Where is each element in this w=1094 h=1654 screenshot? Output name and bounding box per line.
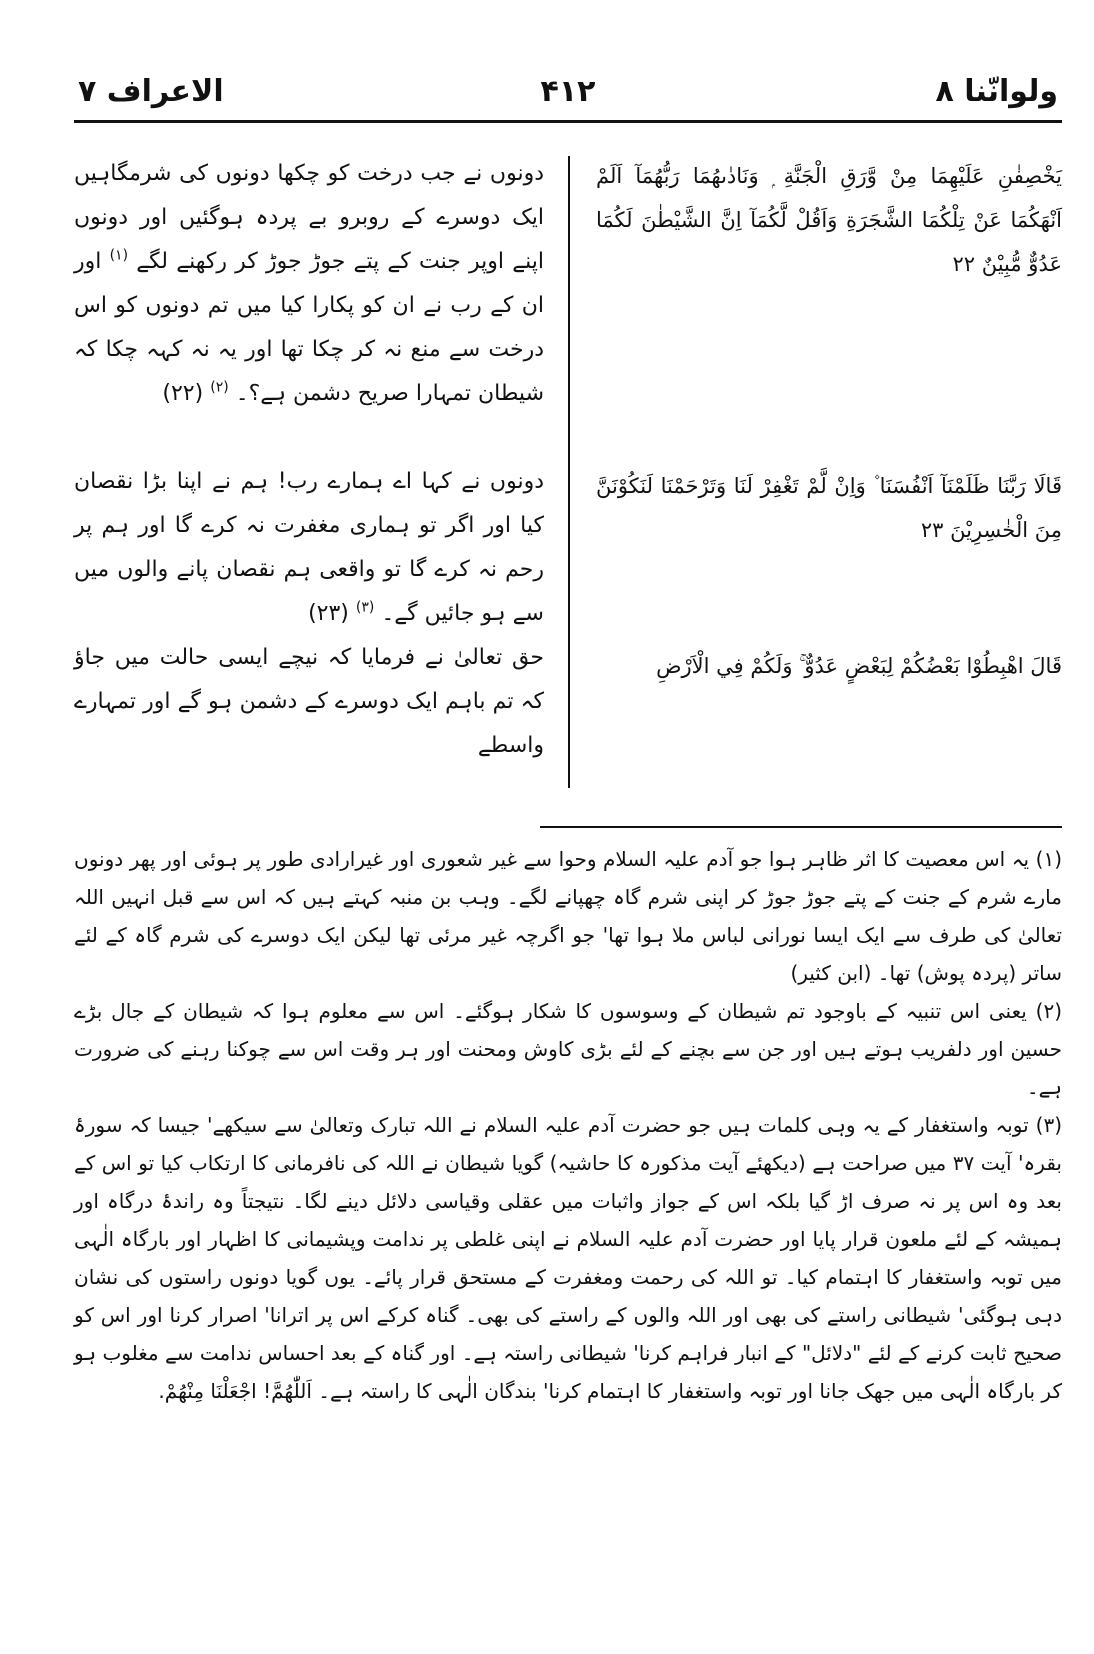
footnote-3: (۳) توبہ واستغفار کے یہ وہی کلمات ہیں جو حضرت آدم علیہ السلام نے اللہ تبارک وتعالیٰ سے سیکھے' جیسا کہ سورۂ بقرہ' آیت ۳۷ میں صراحت ہے (دیکھئے آیت مذکورہ کا حاشیہ) گویا شیطان نے اللہ کی نافرمانی کا ارتکاب کیا تو اس کے بعد وہ اس پر نہ صرف اڑ گیا بلکہ اس کے جواز واثبات میں عقلی وقیاسی دلائل دینے لگا۔ نتیجتاً وہ راندۂ درگاہ اور ہمیشہ کے لئے ملعون قرار پایا اور حضرت آدم علیہ السلام نے اپنی غلطی پر ندامت وپشیمانی کا اظہار اور بارگاہ الٰہی میں توبہ واستغفار کا اہتمام کیا۔ تو اللہ کی رحمت ومغفرت کے مستحق قرار پائے۔ یوں گویا دونوں راستوں کی نشان دہی ہوگئی' شیطانی راستے کی بھی اور اللہ والوں کے راستے کی بھی۔ گناہ کرکے اس پر اترانا' اصرار کرنا اور اس کو صحیح ثابت کرنے کے لئے "دلائل" کے انبار فراہم کرنا' شیطانی راستہ ہے۔ اور گناہ کے بعد احساس ندامت سے مغلوب ہو کر بارگاہ الٰہی میں جھک جانا اور توبہ واستغفار کا اہتمام کرنا' بندگان الٰہی کا راستہ ہے۔ اَللّٰهُمَّ! اجْعَلْنَا مِنْهُمْ. (74, 1113, 1062, 1403)
verse-number-23: (۲۳) (308, 601, 349, 626)
footnote-separator (540, 826, 1062, 828)
urdu-translation-22 (74, 152, 544, 416)
footnote-ref-3: (۳) (355, 599, 375, 616)
footnotes (74, 840, 1062, 1410)
urdu-translation-23 (74, 460, 544, 636)
surah-title: الاعراف ۷ (78, 74, 224, 109)
arabic-verse-22: يَخْصِفٰنِ عَلَيْهِمَا مِنْ وَّرَقِ الْجَنَّةِ ۭ وَنَادٰىهُمَا رَبُّهُمَآ اَلَمْ اَنْهَكُمَا عَنْ تِلْكُمَا الشَّجَرَةِ وَاَقُلْ لَّكُمَآ اِنَّ الشَّيْطٰنَ لَكُمَا عَدُوٌّ مُّبِيْنٌ ۲۲ (596, 164, 1062, 276)
arabic-verse-23: قَالَا رَبَّنَا ظَلَمْنَآ اَنْفُسَنَا ۫ وَاِنْ لَّمْ تَغْفِرْ لَنَا وَتَرْحَمْنَا لَنَكُوْنَنَّ مِنَ الْخٰسِرِيْنَ ۲۳ (596, 474, 1062, 542)
arabic-verse-24: قَالَ اهْبِطُوْا بَعْضُكُمْ لِبَعْضٍ عَدُوٌّ ۚ وَلَكُمْ فِي الْاَرْضِ (656, 654, 1062, 678)
urdu-text-23: دونوں نے کہا اے ہمارے رب! ہم نے اپنا بڑا نقصان کیا اور اگر تو ہماری مغفرت نہ کرے گا اور ہم پر رحم نہ کرے گا تو واقعی ہم نقصان پانے والوں میں سے ہو جائیں گے۔ (74, 469, 544, 626)
page-header (74, 68, 1062, 123)
urdu-text-22a: دونوں نے جب درخت کو چکھا دونوں کی شرمگاہیں ایک دوسرے کے روبرو بے پردہ ہوگئیں اور دونوں اپنے اوپر جنت کے پتے جوڑ جوڑ کر رکھنے لگے (74, 161, 544, 274)
footnote-1: (۱) یہ اس معصیت کا اثر ظاہر ہوا جو آدم علیہ السلام وحوا سے غیر شعوری اور غیرارادی طور پر ہوئی اور پھر دونوں مارے شرم کے جنت کے پتے جوڑ جوڑ کر اپنی شرم گاہ چھپانے لگے۔ وہب بن منبہ کہتے ہیں کہ اس سے قبل انہیں اللہ تعالیٰ کی طرف سے ایک ایسا نورانی لباس ملا ہوا تھا' جو اگرچہ غیر مرئی تھا لیکن ایک دوسرے کی شرم گاہ کے لئے ساتر (پردہ پوش) تھا۔ (ابن کثیر) (74, 847, 1062, 985)
footnote-2: (۲) یعنی اس تنبیہ کے باوجود تم شیطان کے وسوسوں کا شکار ہوگئے۔ اس سے معلوم ہوا کہ شیطان کے جال بڑے حسین اور دلفریب ہوتے ہیں اور جن سے بچنے کے لئے بڑی کاوش ومحنت اور ہر وقت اس سے چوکنا رہنے کی ضرورت ہے۔ (74, 999, 1062, 1099)
verse-columns (74, 148, 1062, 798)
urdu-text-22b: اور ان کے رب نے ان کو پکارا کیا میں تم دونوں کو اس درخت سے منع نہ کر چکا تھا اور یہ نہ کہہ چکا کہ شیطان تمہارا صریح دشمن ہے؟۔ (74, 249, 544, 406)
footnote-ref-1: (۱) (109, 247, 129, 264)
column-divider (568, 156, 570, 788)
urdu-translation-24 (74, 636, 544, 768)
urdu-text-24: حق تعالیٰ نے فرمایا کہ نیچے ایسی حالت میں جاؤ کہ تم باہم ایک دوسرے کے دشمن ہو گے اور تمہارے واسطے (74, 645, 544, 758)
page-number: ۴۱۲ (540, 74, 596, 109)
verse-number-22: (۲۲) (162, 381, 204, 406)
juz-title: ولوانّنا ۸ (935, 74, 1058, 109)
footnote-ref-2: (۲) (210, 379, 229, 396)
